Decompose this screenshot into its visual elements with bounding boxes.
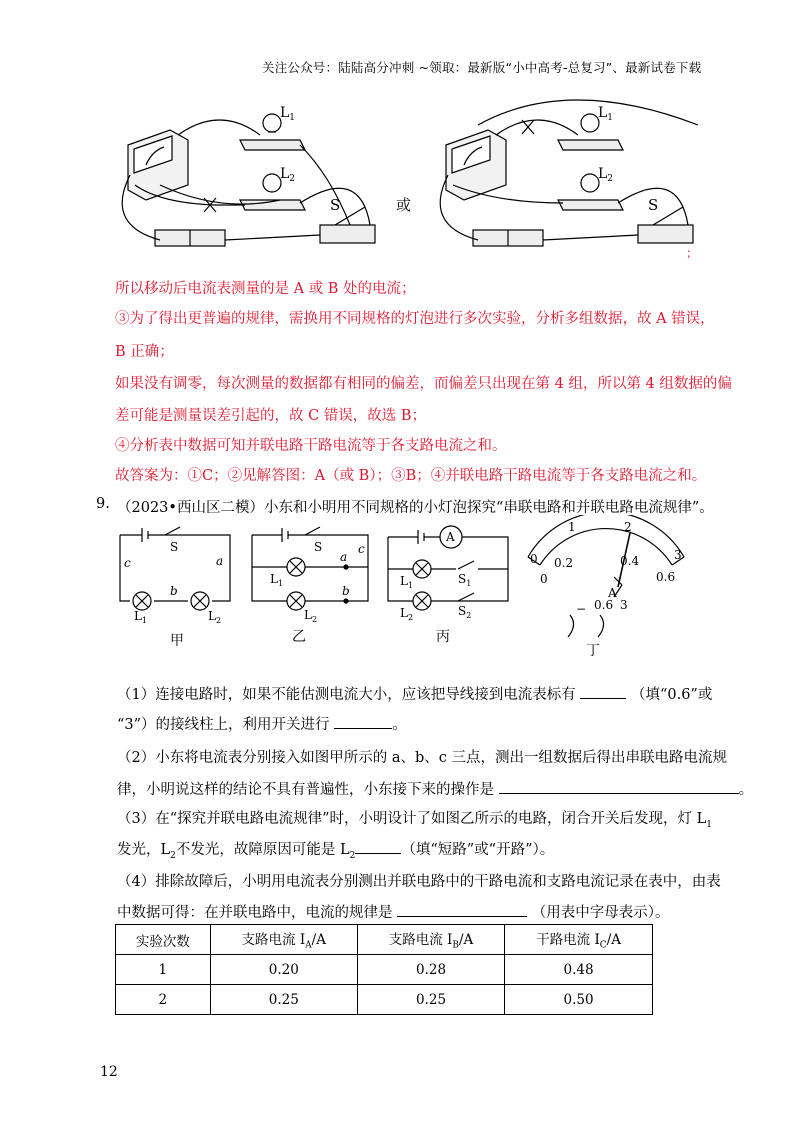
svg-text:L1: $L_1$ (270, 572, 284, 588)
figure-trailing-semicolon: ； (686, 246, 699, 260)
svg-text:0: 0 (530, 552, 538, 566)
part2-line2: 律，小明说这样的结论不具有普遍性，小东接下来的操作是 。 (117, 778, 753, 799)
answer-blank-3[interactable] (499, 779, 739, 794)
svg-text:L2: $L_2$ (304, 608, 318, 624)
part4-line2: 中数据可得：在并联电路中，电流的规律是 （用表中字母表示）。 (117, 901, 669, 922)
figure-label-bing: 丙 (436, 629, 450, 645)
table-cell: 0.50 (505, 985, 653, 1015)
wiring-diagram-left (122, 114, 375, 246)
svg-text:S2: $S_2$ (458, 604, 472, 620)
svg-text:0.2: 0.2 (554, 556, 574, 570)
svg-text:b: b (170, 584, 178, 598)
part3-line2: 发光，$L_2$不发光，故障原因可能是 $L_2$ （填“短路”或“开路”）。 (117, 838, 554, 861)
answer-blank-1[interactable] (580, 684, 626, 699)
table-row (116, 955, 653, 985)
experiment-table (115, 924, 653, 1015)
svg-text:3: 3 (620, 598, 628, 612)
label-L2-left: $L_2$ (280, 166, 296, 184)
svg-text:1: 1 (568, 520, 576, 534)
part2-line1: （2）小东将电流表分别接入如图甲所示的 a、b、c 三点，测出一组数据后得出串联电路电流规 (117, 750, 727, 766)
table-cell: 1 (116, 955, 211, 985)
figure-label-yi: 乙 (292, 629, 306, 645)
table-header-cell: 干路电流 $I_C/A$ (505, 925, 653, 955)
label-L2-right: $L_2$ (598, 166, 614, 184)
question-number: 9. (96, 496, 110, 512)
svg-text:c: c (124, 556, 131, 570)
svg-text:A: A (608, 586, 617, 600)
svg-text:2: 2 (624, 520, 632, 534)
svg-text:S: S (170, 540, 179, 554)
table-header-cell: 实验次数 (116, 925, 211, 955)
wiring-diagram-right (440, 100, 698, 246)
table-row (116, 985, 653, 1015)
svg-text:3: 3 (674, 548, 682, 562)
svg-text:b: b (342, 584, 350, 598)
page-header: 关注公众号：陆陆高分冲刺 ~领取：最新版“小中高考-总复习”、最新试卷下载 (262, 60, 702, 75)
table-cell: 0.28 (357, 955, 504, 985)
table-cell: 0.25 (357, 985, 504, 1015)
svg-text:L2: $L_2$ (208, 609, 222, 625)
label-L1-right: $L_1$ (598, 105, 614, 123)
circuit-yi (252, 527, 368, 610)
table-cell: 0.48 (505, 955, 653, 985)
svg-text:L2: $L_2$ (400, 606, 414, 622)
table-cell: 0.20 (210, 955, 357, 985)
answer-line-7: 故答案为：①C；②见解答图：A（或 B）；③B；④并联电路干路电流等于各支路电流之和。 (115, 468, 707, 484)
or-label: 或 (396, 196, 412, 214)
label-S-left: S (330, 196, 341, 214)
figure-label-ding: 丁 (586, 643, 600, 659)
svg-text:a: a (216, 554, 224, 568)
svg-text:0.4: 0.4 (620, 554, 640, 568)
svg-text:S1: $S_1$ (458, 572, 472, 588)
svg-text:−: − (576, 602, 587, 616)
answer-line-4: 如果没有调零，每次测量的数据都有相同的偏差，而偏差只出现在第 4 组，所以第 4 组数据的偏 (115, 376, 732, 392)
svg-text:0.6: 0.6 (656, 570, 676, 584)
label-S-right: S (648, 196, 659, 214)
table-header-cell: 支路电流 $I_A/A$ (210, 925, 357, 955)
table-header-row (116, 925, 653, 955)
svg-text:S: S (314, 540, 323, 554)
circuit-figures (100, 515, 710, 665)
part1-line2: “3”）的接线柱上，利用开关进行 。 (117, 713, 407, 734)
svg-text:L1: $L_1$ (134, 609, 148, 625)
figure-label-jia: 甲 (170, 633, 184, 649)
page-number: 12 (100, 1064, 118, 1080)
svg-text:0.6: 0.6 (594, 598, 614, 612)
svg-text:L1: $L_1$ (400, 574, 414, 590)
table-header-cell: 支路电流 $I_B/A$ (357, 925, 504, 955)
svg-text:A: A (446, 530, 455, 544)
answer-line-6: ④分析表中数据可知并联电路干路电流等于各支路电流之和。 (115, 438, 507, 454)
part1-line1: （1）连接电路时，如果不能估测电流大小，应该把导线接到电流表标有 （填“0.6”或 (117, 683, 712, 704)
table-cell: 2 (116, 985, 211, 1015)
svg-text:0: 0 (540, 572, 548, 586)
answer-blank-4[interactable] (355, 839, 401, 854)
answer-blank-2[interactable] (334, 714, 392, 729)
svg-text:a: a (340, 550, 348, 564)
table-cell: 0.25 (210, 985, 357, 1015)
answer-line-1: 所以移动后电流表测量的是 A 或 B 处的电流； (115, 281, 416, 297)
part4-line1: （4）排除故障后，小明用电流表分别测出并联电路中的干路电流和支路电流记录在表中，由表 (117, 874, 721, 890)
answer-line-3: B 正确； (115, 344, 174, 360)
answer-line-2: ③为了得出更普遍的规律，需换用不同规格的灯泡进行多次实验，分析多组数据，故 A 错误， (115, 311, 715, 327)
answer-blank-5[interactable] (397, 902, 527, 917)
wiring-diagram-figure (100, 85, 710, 260)
part3-line1: （3）在“探究并联电路电流规律”时，小明设计了如图乙所示的电路，闭合开关后发现，灯 $L_1$ (117, 811, 713, 830)
question-stem: （2023•西山区二模）小东和小明用不同规格的小灯泡探究“串联电路和并联电路电流规律”。 (117, 500, 714, 516)
answer-line-5: 差可能是测量误差引起的，故 C 错误，故选 B； (115, 408, 427, 424)
svg-text:c: c (358, 542, 365, 556)
label-L1-left: $L_1$ (280, 105, 296, 123)
